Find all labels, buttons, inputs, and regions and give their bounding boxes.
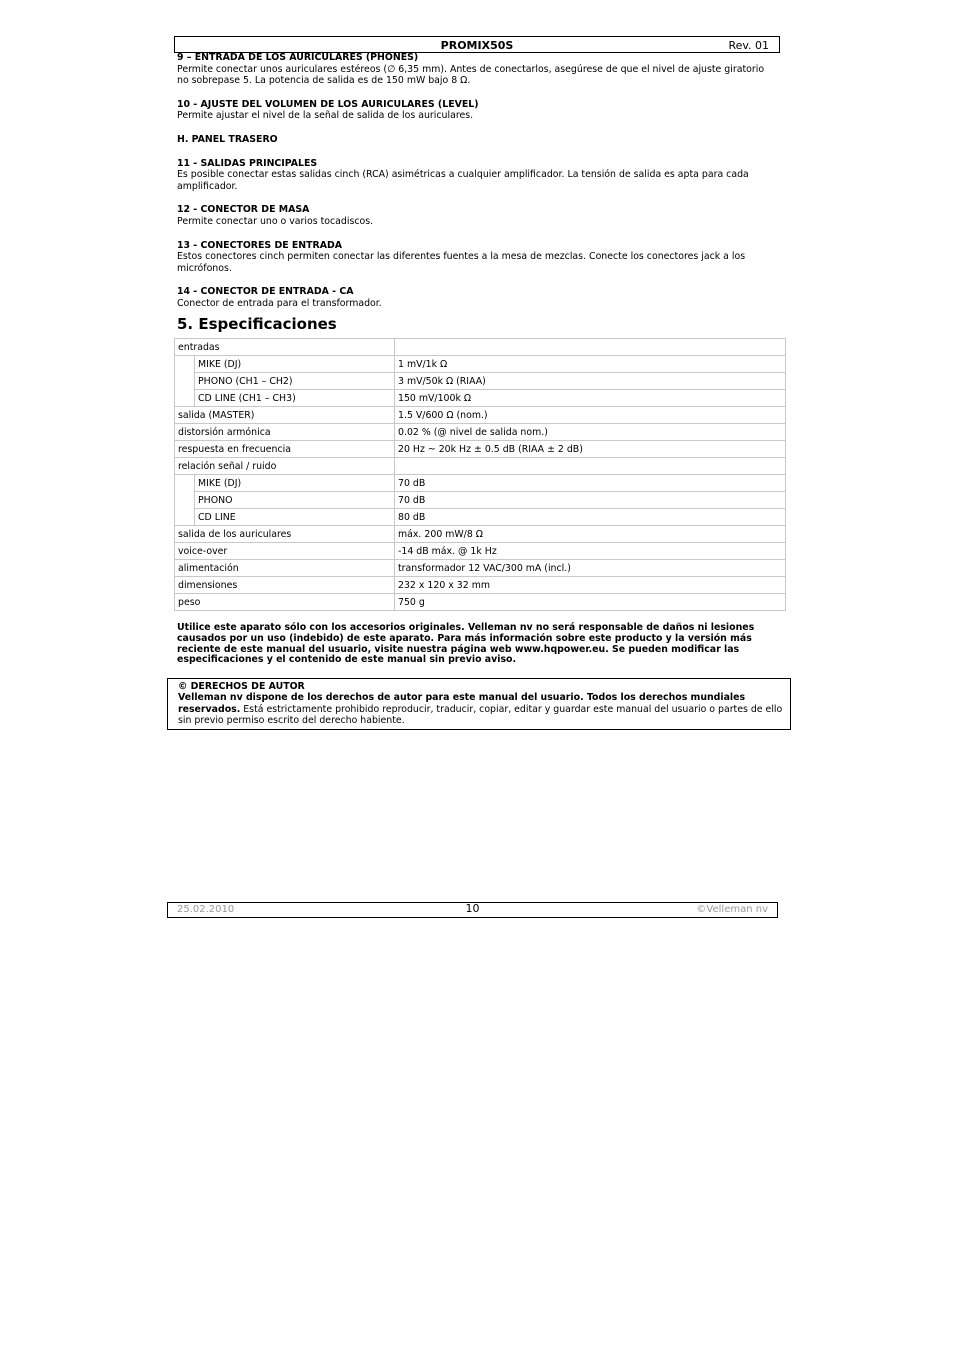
table-row <box>175 424 786 441</box>
table-row <box>175 475 786 492</box>
spec-value: -14 dB máx. @ 1k Hz <box>395 543 786 560</box>
copyright-text <box>178 692 786 726</box>
table-row <box>175 407 786 424</box>
section-heading: 13 - CONECTORES DE ENTRADA <box>177 239 343 251</box>
section-body: Permite conectar unos auriculares estéreos (∅ 6,35 mm). Antes de conectarlos, asegúrese de que el nivel de ajuste giratorio no sobrepase 5. La potencia de salida es de 150 mW bajo 8 Ω. <box>177 63 765 87</box>
spec-value: máx. 200 mW/8 Ω <box>395 526 786 543</box>
copyright-rest: Está estrictamente prohibido reproducir, traducir, copiar, editar y guardar este manual del usuario o partes de ello sin previo permiso escrito del derecho habiente. <box>178 703 783 727</box>
spec-heading: 5. Especificaciones <box>177 315 337 333</box>
section-heading: 12 - CONECTOR DE MASA <box>177 204 310 216</box>
table-row <box>175 543 786 560</box>
section-heading: 10 - AJUSTE DEL VOLUMEN DE LOS AURICULARES (LEVEL) <box>177 98 479 110</box>
spec-label: dimensiones <box>175 577 395 594</box>
section-h-panel <box>177 134 777 146</box>
section-9 <box>177 52 777 87</box>
revision-label: Rev. 01 <box>728 39 769 52</box>
table-row <box>175 441 786 458</box>
section-heading: H. PANEL TRASERO <box>177 133 278 145</box>
spec-label: PHONO <box>195 492 395 509</box>
spec-label: distorsión armónica <box>175 424 395 441</box>
product-title: PROMIX50S <box>440 39 514 52</box>
spec-label: MIKE (DJ) <box>195 356 395 373</box>
page-number: 10 <box>465 902 480 915</box>
table-row <box>175 390 786 407</box>
spec-value: 0.02 % (@ nivel de salida nom.) <box>395 424 786 441</box>
indent-cell <box>175 356 195 407</box>
table-row <box>175 356 786 373</box>
spec-label: peso <box>175 594 395 611</box>
spec-label: salida (MASTER) <box>175 407 395 424</box>
section-body: Permite ajustar el nivel de la señal de salida de los auriculares. <box>177 110 474 122</box>
copyright-title: © DERECHOS DE AUTOR <box>178 681 305 692</box>
section-heading: 9 – ENTRADA DE LOS AURICULARES (PHONES) <box>177 52 419 63</box>
usage-notice: Utilice este aparato sólo con los accesorios originales. Velleman nv no será responsable de daños ni lesiones causados por un uso (indebido) de este aparato. Para más información sobre este producto y la versión más reciente de este manual del usuario, visite nuestra página web www.hqpower.eu. Se pueden modificar las especificaciones y el contenido de este manual sin previo aviso. <box>177 622 755 666</box>
copyright-box <box>167 678 791 730</box>
spec-label: voice-over <box>175 543 395 560</box>
spec-label: relación señal / ruido <box>175 458 395 475</box>
spec-label: CD LINE (CH1 – CH3) <box>195 390 395 407</box>
section-10 <box>177 99 777 122</box>
table-row <box>175 577 786 594</box>
spec-label: MIKE (DJ) <box>195 475 395 492</box>
section-body: Es posible conectar estas salidas cinch (RCA) asimétricas a cualquier amplificador. La tensión de salida es apta para cada amplificador. <box>177 169 749 192</box>
footer-date: 25.02.2010 <box>177 904 235 915</box>
spec-value: 70 dB <box>395 475 786 492</box>
spec-value: 70 dB <box>395 492 786 509</box>
table-row <box>175 526 786 543</box>
page-footer <box>167 902 778 918</box>
table-row <box>175 492 786 509</box>
spec-value: transformador 12 VAC/300 mA (incl.) <box>395 560 786 577</box>
section-11 <box>177 158 777 193</box>
spec-value: 20 Hz ~ 20k Hz ± 0.5 dB (RIAA ± 2 dB) <box>395 441 786 458</box>
section-heading: 14 - CONECTOR DE ENTRADA - CA <box>177 286 354 298</box>
spec-table <box>174 338 786 611</box>
spec-value: 1.5 V/600 Ω (nom.) <box>395 407 786 424</box>
table-row <box>175 373 786 390</box>
table-row <box>175 458 786 475</box>
spec-value: 3 mV/50k Ω (RIAA) <box>395 373 786 390</box>
section-13 <box>177 240 777 275</box>
copyright-bold: Velleman nv dispone de los derechos de autor para este manual del usuario. Todos los derechos mundiales reservados. <box>178 692 746 715</box>
spec-value: 1 mV/1k Ω <box>395 356 786 373</box>
spec-value: 750 g <box>395 594 786 611</box>
section-12 <box>177 204 777 227</box>
section-body: Estos conectores cinch permiten conectar las diferentes fuentes a la mesa de mezclas. Conecte los conectores jack a los micrófonos. <box>177 251 746 274</box>
section-14 <box>177 286 777 309</box>
section-heading: 11 - SALIDAS PRINCIPALES <box>177 157 318 169</box>
spec-value: 150 mV/100k Ω <box>395 390 786 407</box>
spec-label: entradas <box>175 339 395 356</box>
footer-company: ©Velleman nv <box>696 904 768 915</box>
spec-label: PHONO (CH1 – CH2) <box>195 373 395 390</box>
page-header <box>174 36 780 53</box>
table-row <box>175 560 786 577</box>
section-body: Conector de entrada para el transformador. <box>177 297 382 309</box>
table-row <box>175 594 786 611</box>
sections-content <box>177 52 777 310</box>
indent-cell <box>175 475 195 526</box>
spec-label: respuesta en frecuencia <box>175 441 395 458</box>
table-row <box>175 509 786 526</box>
spec-label: alimentación <box>175 560 395 577</box>
spec-label: salida de los auriculares <box>175 526 395 543</box>
table-row <box>175 339 786 356</box>
section-body: Permite conectar uno o varios tocadiscos. <box>177 215 374 227</box>
spec-label: CD LINE <box>195 509 395 526</box>
spec-value: 80 dB <box>395 509 786 526</box>
spec-value: 232 x 120 x 32 mm <box>395 577 786 594</box>
spec-value <box>395 458 786 475</box>
spec-value <box>395 339 786 356</box>
